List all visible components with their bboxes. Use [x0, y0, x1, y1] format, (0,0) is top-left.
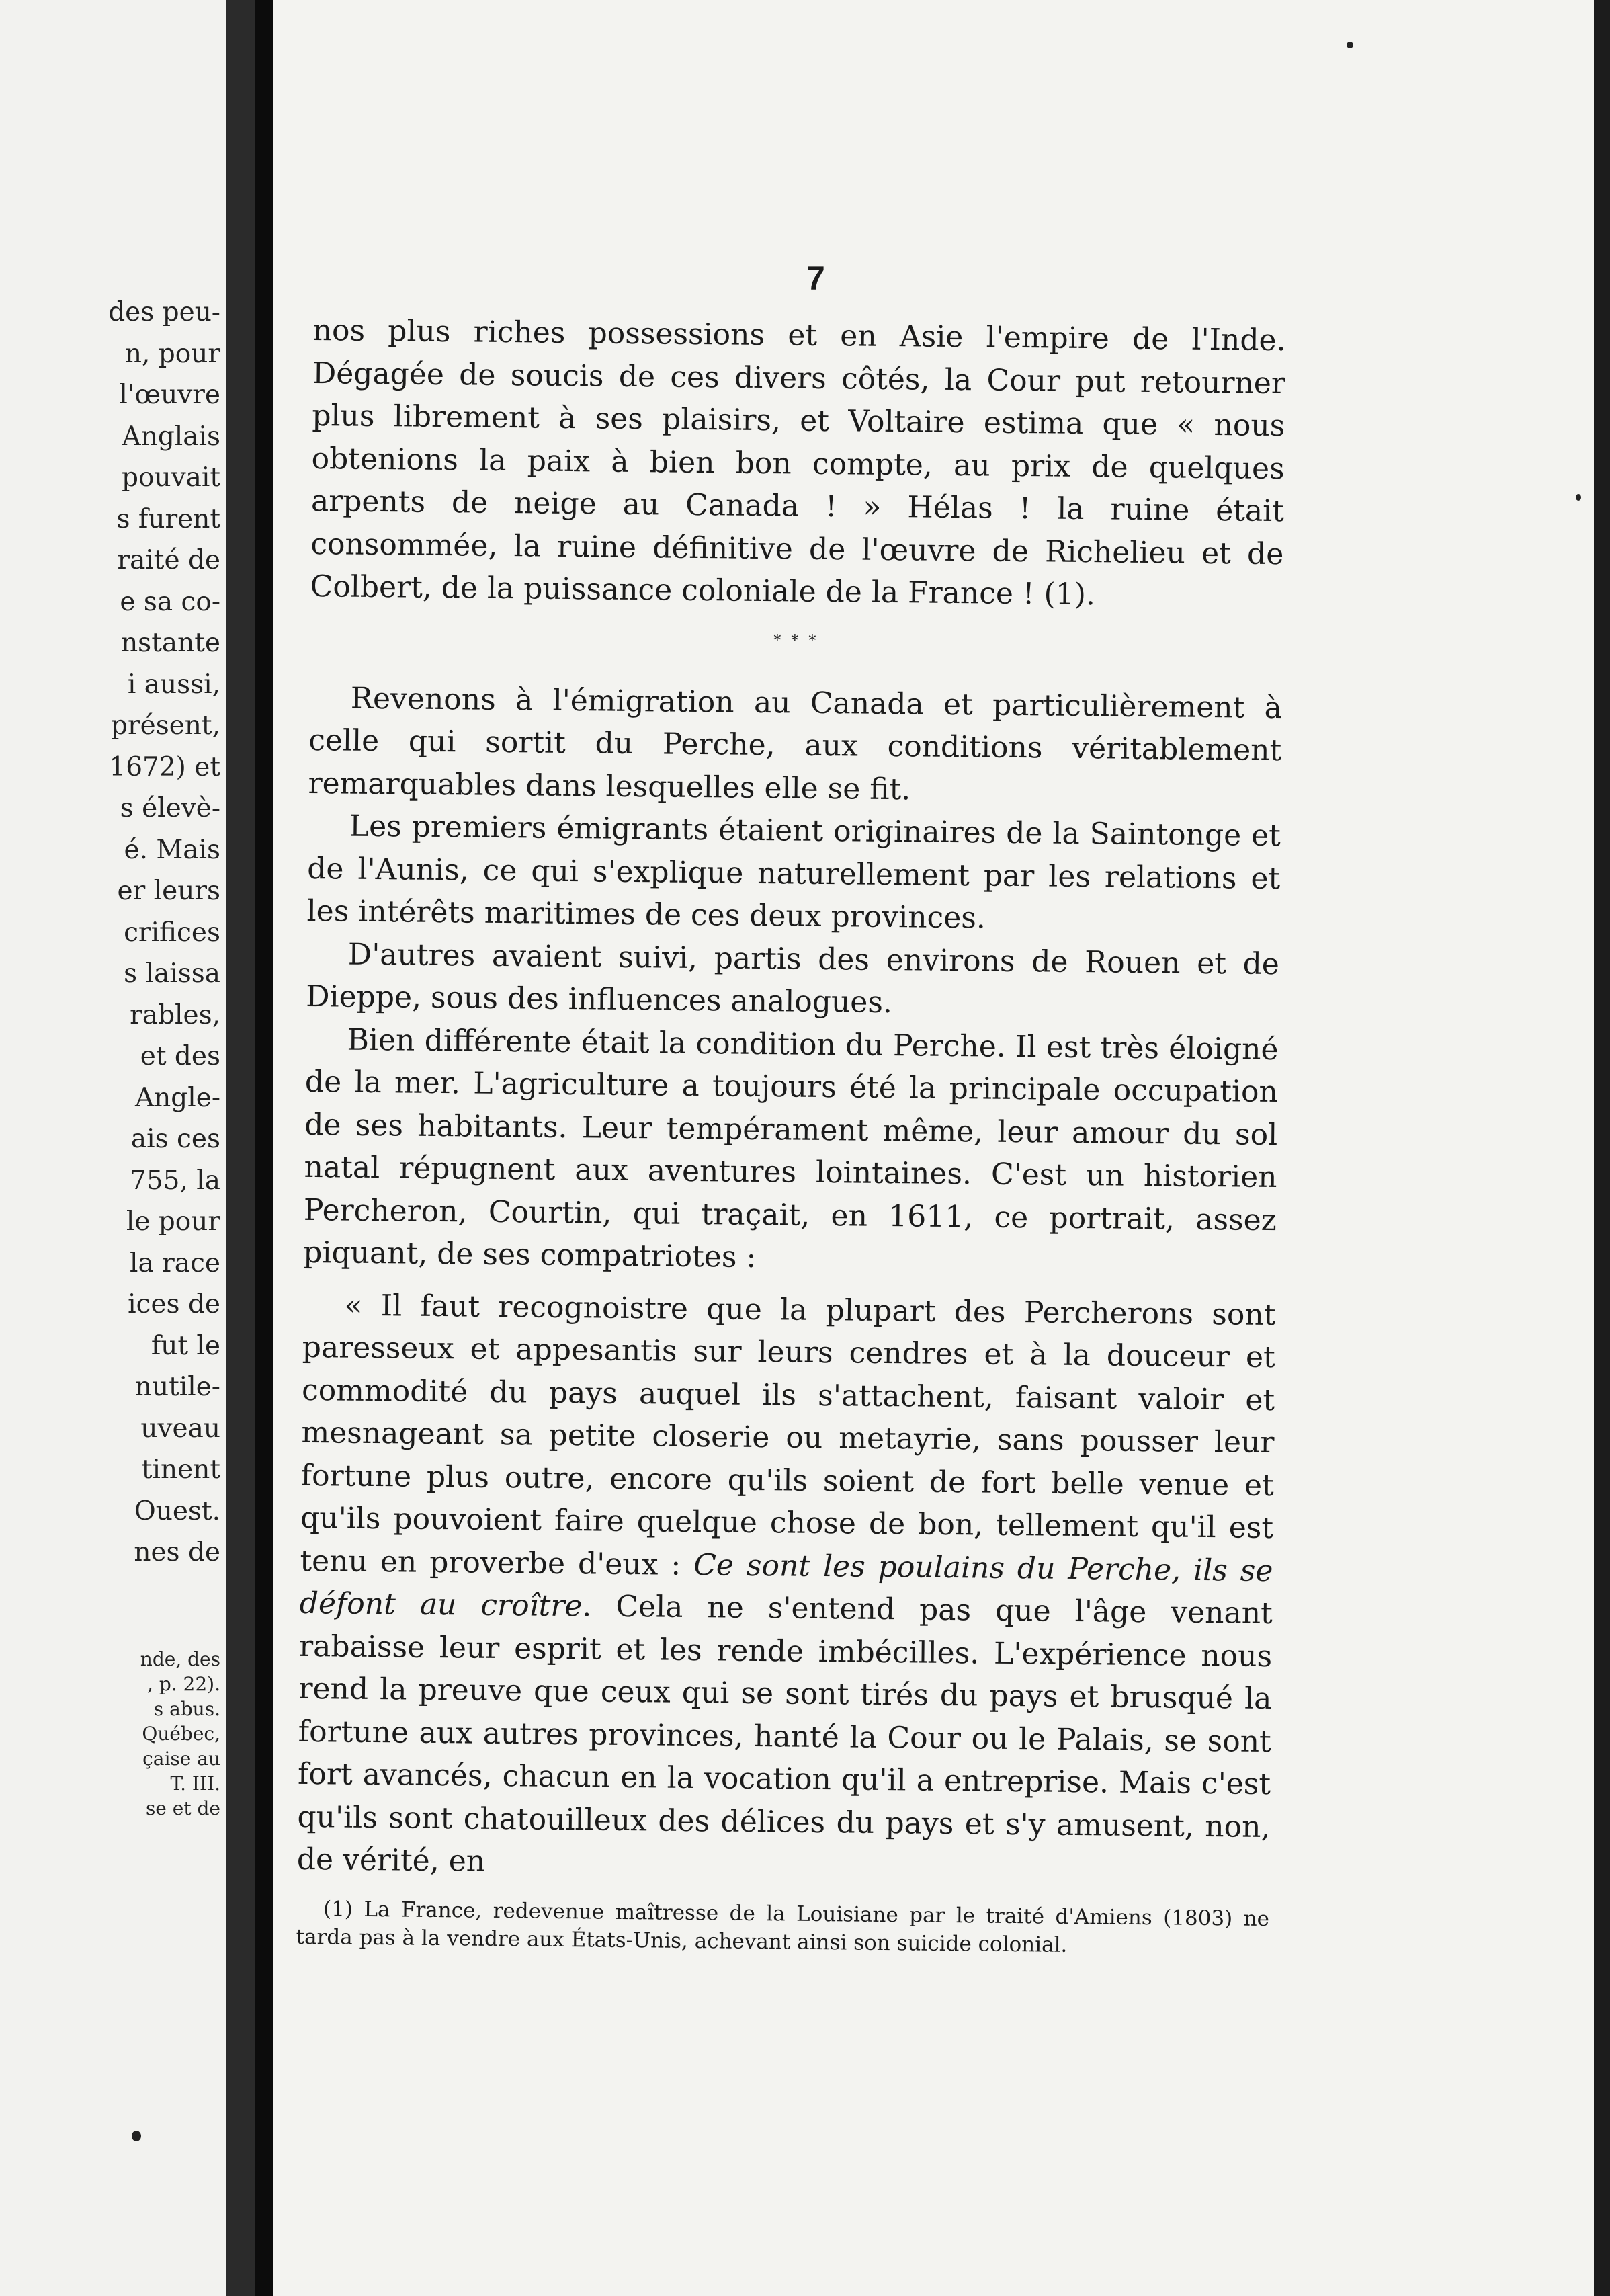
left-page-note-line: , p. 22).: [147, 1673, 220, 1695]
left-page-line: raité de: [117, 545, 220, 575]
left-page-line: i aussi,: [127, 669, 220, 700]
ink-speck: [1576, 494, 1581, 501]
left-page-note-line: se et de: [145, 1797, 220, 1819]
left-page-note-line: çaise au: [142, 1748, 220, 1770]
left-page-line: pouvait: [122, 462, 220, 493]
left-page-line: nstante: [121, 628, 220, 658]
quotation-part-1: « Il faut recognoistre que la plupart des Percherons sont paresseux et appesantis sur leurs cendres et à la douceur et commodité du pays auquel ils s'attachent, faisant valoir et mesnageant sa petite closerie ou metayrie, sans pousser leur fortune plus outre, encore qu'ils soient de fort belle venue et qu'ils pouvoient faire quelque chose de bon, tellement qu'il est tenu en proverbe d'eux :: [300, 1288, 1276, 1582]
quotation-part-2: . Cela ne s'entend pas que l'âge venant rabaisse leur esprit et les rende imbécilles. L'expérience nous rend la preuve que ceux qui se sont tirés du pays et brusqué la fortune aux autres provinces, hanté la Cour ou le Palais, se sont fort avancés, chacun en la vocation qu'il a entreprise. Mais c'est qu'ils sont chatouilleux des délices du pays et s'y amusent, non, de vérité, en: [296, 1589, 1273, 1879]
paragraph-3: Les premiers émigrants étaient originaires de la Saintonge et de l'Aunis, ce qui s'explique naturellement par les relations et les intérêts maritimes de ces deux provinces.: [306, 809, 1281, 936]
left-page-line: e sa co-: [120, 586, 220, 617]
paragraph-4: D'autres avaient suivi, partis des environs de Rouen et de Dieppe, sous des influences analogues.: [306, 937, 1280, 1020]
left-page-note-line: Québec,: [142, 1723, 220, 1745]
left-page-line: l'œuvre: [119, 380, 220, 410]
left-page-line: crifices: [124, 917, 220, 948]
left-page-line: des peu-: [108, 297, 220, 327]
ink-speck: [1347, 42, 1353, 48]
quotation: [297, 1283, 1276, 1891]
proverb-italic: Ce sont les poulains du Perche, ils se défont au croître: [299, 1547, 1273, 1624]
left-page-line: nes de: [134, 1537, 220, 1567]
ink-speck: [132, 2131, 141, 2141]
left-page-line: é. Mais: [124, 834, 220, 865]
left-page-line: uveau: [140, 1413, 220, 1444]
left-page-line: fut le: [151, 1330, 220, 1361]
page-number: 7: [806, 259, 825, 297]
main-text-block: [294, 309, 1286, 2121]
left-page-line: le pour: [126, 1206, 220, 1237]
left-page-line: n, pour: [124, 338, 220, 369]
left-page-line: 755, la: [130, 1165, 220, 1196]
left-page-line: s élevè-: [120, 793, 220, 823]
left-page-line: ices de: [128, 1289, 220, 1319]
left-page-note-line: nde, des: [140, 1648, 220, 1670]
section-separator: * * *: [773, 631, 819, 649]
left-page-line: et des: [140, 1041, 220, 1071]
paragraph-5: Bien différente était la condition du Perche. Il est très éloigné de la mer. L'agriculture a toujours été la principale occupation de ses habitants. Leur tempérament même, leur amour du sol natal répugnent aux aventures lointaines. C'est un historien Percheron, Courtin, qui traçait, en 1611, ce portrait, assez piquant, de ses compatriotes :: [303, 1022, 1279, 1274]
left-page-line: tinent: [141, 1454, 220, 1485]
left-page-note-line: s abus.: [153, 1698, 220, 1720]
paragraph-1: nos plus riches possessions et en Asie l'empire de l'Inde. Dégagée de soucis de ces divers côtés, la Cour put retourner plus librement à ses plaisirs, et Voltaire estima que « nous obtenions la paix à bien bon compte, au prix de quelques arpents de neige au Canada ! » Hélas ! la ruine était consommée, la ruine définitive de l'œuvre de Richelieu et de Colbert, de la puissance coloniale de la France ! (1).: [310, 313, 1286, 612]
paragraph-2: Revenons à l'émigration au Canada et particulièrement à celle qui sortit du Perche, aux conditions véritablement remarquables dans lesquelles elle se fit.: [308, 681, 1283, 807]
left-page-line: er leurs: [117, 876, 220, 906]
left-page-line: rables,: [130, 999, 220, 1030]
left-page-line: Ouest.: [134, 1495, 220, 1526]
left-page-line: s laissa: [124, 958, 220, 989]
left-page-line: Angle-: [135, 1082, 220, 1113]
footnote-1: (1) La France, redevenue maîtresse de la Louisiane par le traité d'Amiens (1803) ne tarda pas à la vendre aux États-Unis, achevant ainsi son suicide colonial.: [296, 1896, 1270, 1957]
gutter-shadow: [226, 0, 255, 2296]
left-page-line: présent,: [111, 710, 220, 741]
left-page-line: s furent: [116, 503, 220, 534]
left-page-fragment: [0, 0, 226, 2296]
binding-edge: [255, 0, 273, 2296]
left-page-line: nutile-: [134, 1372, 220, 1402]
page-edge-shadow: [1594, 0, 1610, 2296]
left-page-line: 1672) et: [109, 751, 220, 782]
left-page-line: la race: [130, 1247, 220, 1278]
left-page-note-line: T. III.: [170, 1772, 220, 1795]
left-page-line: ais ces: [130, 1124, 220, 1154]
left-page-line: Anglais: [122, 421, 220, 452]
